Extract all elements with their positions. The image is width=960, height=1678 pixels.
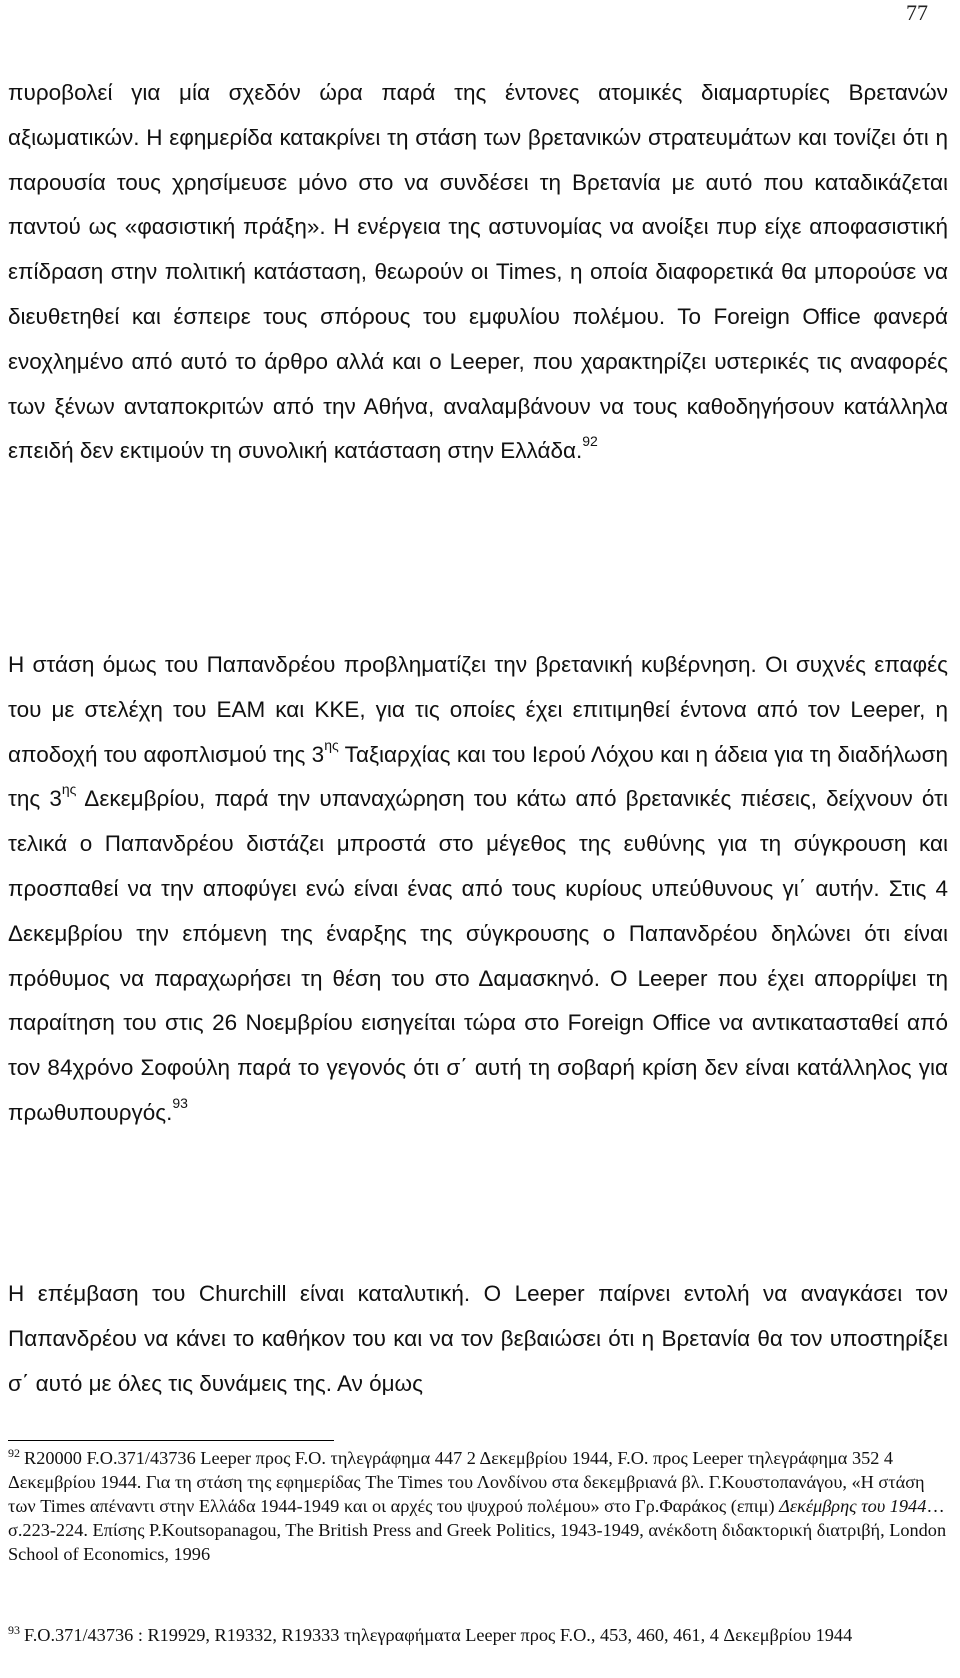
footnote-92 xyxy=(8,1446,948,1566)
page-number: 77 xyxy=(906,0,928,25)
ordinal-suffix-2: ης xyxy=(61,781,77,798)
paragraph-2-text-b: Ταξιαρχίας και του Ιερού Λόχου και η άδεια για τη διαδήλωση της 3 xyxy=(8,741,948,812)
paragraph-1-text: πυροβολεί για μία σχεδόν ώρα παρά της έντονες ατομικές διαμαρτυρίες Βρετανών αξιωματικών. Η εφημερίδα κατακρίνει τη στάση των βρετανικών στρατευμάτων και τονίζει ότι η παρουσία τους χρησίμευσε μόνο στο να συνδέσει τη Βρετανία με αυτό που καταδικάζεται παντού ως «φασιστική πράξη». Η ενέργεια της αστυνομίας να ανοίξει πυρ είχε αποφασιστική επίδραση στην πολιτική κατάσταση, θεωρούν οι Times, η οποία διαφορετικά θα μπορούσε να διευθετηθεί και έσπειρε τους σπόρους του εμφυλίου πολέμου. Το Foreign Office φανερά ενοχλημένο από αυτό το άρθρο αλλά και ο Leeper, που χαρακτηρίζει υστερικές τις αναφορές των ξένων ανταποκριτών από την Αθήνα, αναλαμβάνουν να τους καθοδηγήσουν κατάλληλα επειδή δεν εκτιμούν τη συνολική κατάσταση στην Ελλάδα. xyxy=(8,80,948,464)
footnote-92-number: 92 xyxy=(8,1446,20,1460)
paragraph-3-text: Η επέμβαση του Churchill είναι καταλυτική. Ο Leeper παίρνει εντολή να αναγκάσει τον Παπανδρέου να κάνει το καθήκον του και να τον βεβαιώσει ότι η Βρετανία θα τον υποστηρίξει σ΄ αυτό με όλες τις δυνάμεις της. Αν όμως xyxy=(8,1281,948,1396)
footnote-93-text: F.O.371/43736 : R19929, R19332, R19333 τηλεγραφήματα Leeper προς F.O., 453, 460, 461, 4 Δεκεμβρίου 1944 xyxy=(24,1625,853,1645)
paragraph-3 xyxy=(8,1272,948,1406)
footnote-92-text-a: R20000 F.O.371/43736 Leeper προς F.O. τηλεγράφημα 447 2 Δεκεμβρίου 1944, F.O. προς Leeper τηλεγράφημα 352 4 Δεκεμβρίου 1944. Για τη στάση της εφημερίδας The Times του Λονδίνου στα δεκεμβριανά βλ. Γ.Κουστοπανάγου, «Η στάση των Times απέναντι στην Ελλάδα 1944-1949 και οι αρχές του ψυχρού πολέμου» στο Γρ.Φαράκος (επιμ) xyxy=(8,1448,925,1516)
footnote-ref-93[interactable]: 93 xyxy=(172,1094,188,1111)
footnote-separator xyxy=(8,1440,334,1441)
paragraph-2-text-c: Δεκεμβρίου, παρά την υπαναχώρηση του κάτω από βρετανικές πιέσεις, δείχνουν ότι τελικά ο Παπανδρέου διστάζει μπροστά στο μέγεθος της ευθύνης για τη σύγκρουση και προσπαθεί να την αποφύγει ενώ είναι ένας από τους κυρίους υπεύθυνους γι΄ αυτήν. Στις 4 Δεκεμβρίου την επόμενη της έναρξης της σύγκρουσης ο Παπανδρέου δηλώνει ότι είναι πρόθυμος να παραχωρήσει τη θέση του στο Δαμασκηνό. Ο Leeper που έχει απορρίψει τη παραίτηση του στις 26 Νοεμβρίου εισηγείται τώρα στο Foreign Office να αντικατασταθεί από τον 84χρόνο Σοφούλη παρά το γεγονός ότι σ΄ αυτή τη σοβαρή κρίση δεν είναι κατάλληλος για πρωθυπουργός. xyxy=(8,786,949,1125)
footnote-ref-92[interactable]: 92 xyxy=(582,433,598,450)
footnote-93 xyxy=(8,1623,948,1647)
footnote-93-number: 93 xyxy=(8,1623,20,1637)
paragraph-2 xyxy=(8,643,948,1136)
ordinal-suffix-1: ης xyxy=(324,736,339,753)
footnote-92-text-b: …σ.223-224. Επίσης P.Koutsopanagou, The British Press and Greek Politics, 1943-1949, ανέκδοτη διδακτορική διατριβή, London School of Economics, 1996 xyxy=(8,1496,947,1564)
footnote-92-title: Δεκέμβρης του 1944 xyxy=(779,1496,927,1516)
paragraph-2-text-a: Η στάση όμως του Παπανδρέου προβληματίζει την βρετανική κυβέρνηση. Οι συχνές επαφές του με στελέχη του ΕΑΜ και ΚΚΕ, για τις οποίες έχει επιτιμηθεί έντονα από τον Leeper, η αποδοχή του αφοπλισμού της 3 xyxy=(8,652,948,767)
paragraph-1 xyxy=(8,71,948,474)
